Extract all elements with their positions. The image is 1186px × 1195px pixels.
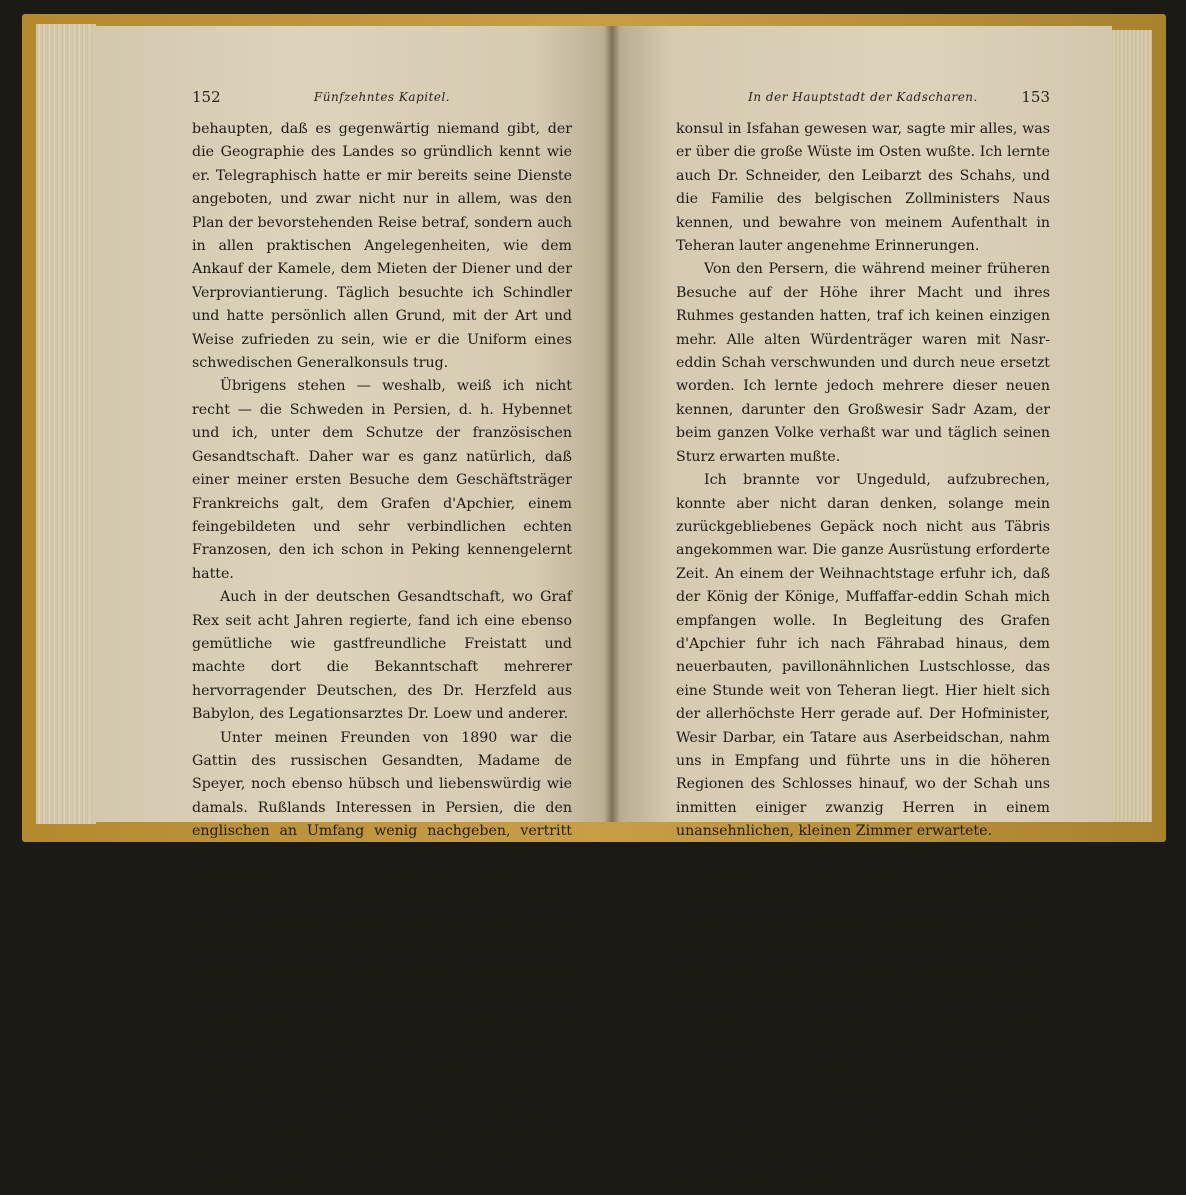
right-page-number: 153 [1021,88,1050,106]
page-edges-left [36,24,96,824]
paragraph: Ich wehrte mich zwar anfangs, aber ich mußte es mir schließlich gefallen lassen, daß man mich in den Salons zu einer Art Löwe ohne Sonne machte, und ich wurde sehr gegen meinen Willen in einen Strudel großartiger Festlichkeiten und Diners hineingezogen, die sich vor ihresgleichen in Piccadilly oder in der Avenue de Jena nicht zu schämen brauchten. Oberst Douglas, der britische Militärattaché, war in Indien und Persien viel umhergereist und gab mir wertvolle Aufklärungen, gute Ratschläge und eine große Karte der östlichen Teile des Landes. Mr. Preece, der 38 Jahre lang englischer General- [192,893,572,1191]
paragraph: Ich brannte vor Ungeduld, aufzubrechen, konnte aber nicht daran denken, solange mein zurückgebliebenes Gepäck noch nicht aus Täbris angekommen war. Die ganze Ausrüstung erforderte Zeit. An einem der Weihnachtstage erfuhr ich, daß der König der Könige, Muffaffar-eddin Schah mich empfangen wolle. In Begleitung des Grafen d'Apchier fuhr ich nach Fährabad hinaus, dem neuerbauten, pavillonähnlichen Lustschlosse, das eine Stunde weit von Teheran liegt. Hier hielt sich der allerhöchste Herr gerade auf. Der Hofminister, Wesir Darbar, ein Tatare aus Aserbeidschan, nahm uns in Empfang und führte uns in die höheren Regionen des Schlosses hinauf, wo der Schah uns inmitten einiger zwanzig Herren in einem unansehnlichen, kleinen Zimmer erwartete. [676,472,1050,840]
left-page-body [192,118,572,1195]
paragraph: behaupten, daß es gegenwärtig niemand gibt, der die Geographie des Landes so gründlich kennt wie er. Telegraphisch hatte er mir bereits seine Dienste angeboten, und zwar nicht nur in allem, was den Plan der bevorstehenden Reise betraf, sondern auch in allen praktischen Angelegenheiten, wie dem Ankauf der Kamele, dem Mieten der Diener und der Verproviantierung. Täglich besuchte ich Schindler und hatte persönlich allen Grund, mit der Art und Weise zufrieden zu sein, wie er die Uniform eines schwedischen Generalkonsuls trug. [192,121,572,372]
page-edges-right [1112,30,1152,822]
left-page [92,26,612,1191]
left-page-number: 152 [192,88,221,106]
left-page-header [192,88,572,112]
paragraph: Unter meinen Freunden von 1890 war die Gattin des russischen Gesandten, Madame de Speyer, noch ebenso hübsch und liebenswürdig wie damals. Rußlands Interessen in Persien, die den englischen an Umfang wenig nachgeben, vertritt jetzt Herr Somow, den ich drei Jahre später im äußersten Osten, in Söul, wiedersehen sollte. [192,729,572,886]
right-page-body [676,118,1050,1195]
paragraph: Da stand dieser unglückliche, bleiche und abgezehrte, vorzeitig gealterte Schatten eines Selbstherrschers in sehr einfachem schwarzem Anzug ohne das geringste Abzeichen seiner Würde und mit der gewöhnlichen schwarzen „Kullah“ auf dem Kopfe. Aber er lächelte verbindlich, reichte mir seine weiche, kraftlose Hand, redete mich auf Tatarisch an, erkundigte sich nach meinen Schicksalen auf der Reise von Trapezund nach Teheran und nach meinen weiteren Plänen und bat mich, ja nicht zu vergessen, ihm meine nächste Reisebeschreibung, in die er gern sein Bild aufgenommen sehen möchte, zu schicken. Der erste Teil seiner Bitte sollte nicht erfüllt werden können, denn er starb [676,846,1050,1191]
left-running-head: Fünfzehntes Kapitel. [313,90,451,104]
book-gutter [604,26,620,822]
right-running-head: In der Hauptstadt der Kadscharen. [748,90,978,104]
paragraph: Übrigens stehen — weshalb, weiß ich nicht recht — die Schweden in Persien, d. h. Hybennet und ich, unter dem Schutze der französischen Gesandtschaft. Daher war es ganz natürlich, daß einer meiner ersten Besuche dem Geschäftsträger Frankreichs galt, dem Grafen d'Apchier, einem feingebildeten und sehr verbindlichen echten Franzosen, den ich schon in Peking kennengelernt hatte. [192,378,572,582]
right-page-header [676,88,1050,112]
paragraph: konsul in Isfahan gewesen war, sagte mir alles, was er über die große Wüste im Osten wußte. Ich lernte auch Dr. Schneider, den Leibarzt des Schahs, und die Familie des belgischen Zollministers Naus kennen, und bewahre von meinem Aufenthalt in Teheran lauter angenehme Erinnerungen. [676,121,1050,255]
right-page [612,26,1112,1191]
paragraph: Auch in der deutschen Gesandtschaft, wo Graf Rex seit acht Jahren regierte, fand ich eine ebenso gemütliche wie gastfreundliche Freistatt und machte dort die Bekanntschaft mehrerer hervorragender Deutschen, des Dr. Herzfeld aus Babylon, des Legationsarztes Dr. Loew und anderer. [192,589,572,723]
paragraph: Von den Persern, die während meiner früheren Besuche auf der Höhe ihrer Macht und ihres Ruhmes gestanden hatten, traf ich keinen einzigen mehr. Alle alten Würdenträger waren mit Nasr-eddin Schah verschwunden und durch neue ersetzt worden. Ich lernte jedoch mehrere dieser neuen kennen, darunter den Großwesir Sadr Azam, der beim ganzen Volke verhaßt war und täglich seinen Sturz erwarten mußte. [676,261,1050,465]
